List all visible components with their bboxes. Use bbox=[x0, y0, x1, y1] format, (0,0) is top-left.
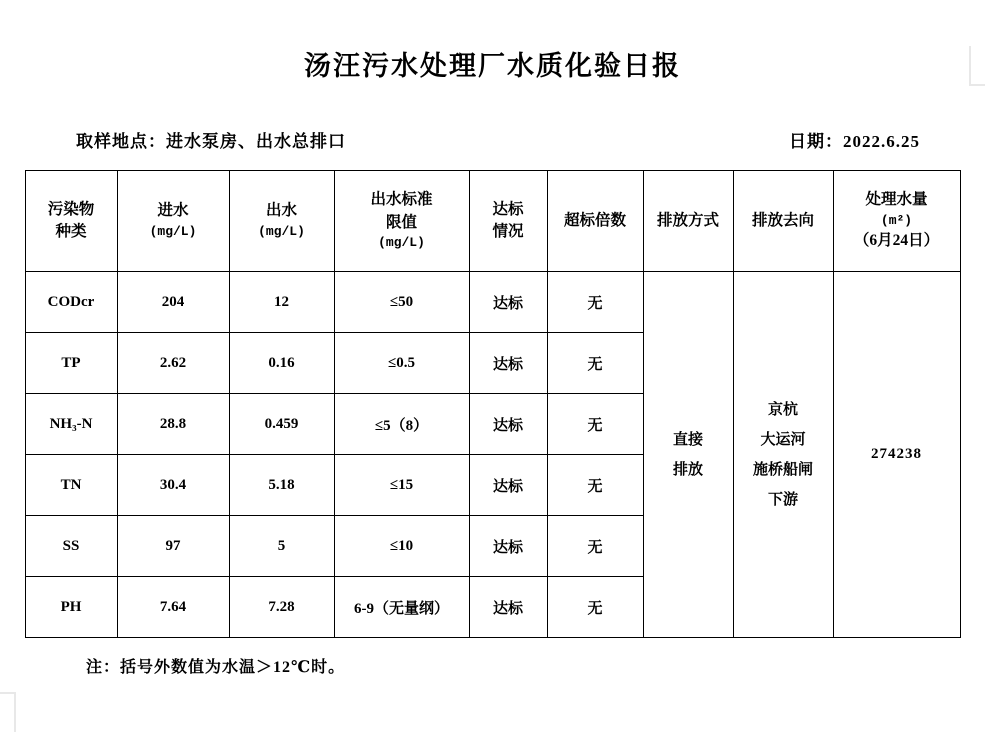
cell-influent: 2.62 bbox=[117, 333, 229, 394]
discharge-destination-line3: 施桥船闸 bbox=[752, 461, 813, 478]
cell-effluent: 12 bbox=[229, 272, 334, 333]
column-header-influent bbox=[117, 171, 229, 272]
cell-exceed: 无 bbox=[547, 333, 643, 394]
column-header-standard-unit: (mg/L) bbox=[378, 235, 425, 251]
cell-influent: 97 bbox=[117, 516, 229, 577]
table-row bbox=[25, 272, 960, 333]
cell-discharge-method bbox=[643, 272, 733, 638]
cell-standard: ≤10 bbox=[334, 516, 469, 577]
cell-effluent: 5.18 bbox=[229, 455, 334, 516]
report-date-label: 日期：2022.6.25 bbox=[789, 132, 920, 151]
column-header-compliance-line2: 情况 bbox=[492, 223, 524, 240]
cell-standard: ≤0.5 bbox=[334, 333, 469, 394]
column-header-pollutant-line1: 污染物 bbox=[47, 200, 95, 218]
cell-compliance: 达标 bbox=[469, 394, 547, 455]
column-header-standard-line2: 限值 bbox=[385, 213, 417, 231]
cell-compliance: 达标 bbox=[469, 577, 547, 638]
cell-pollutant: TP bbox=[25, 333, 117, 394]
column-header-effluent-unit: (mg/L) bbox=[258, 223, 305, 239]
page-title: 汤汪污水处理厂水质化验日报 bbox=[304, 51, 681, 81]
scan-corner-mark-top-right-horizontal bbox=[969, 84, 985, 86]
cell-discharge-destination bbox=[733, 272, 833, 638]
cell-standard: ≤5（8） bbox=[334, 394, 469, 455]
document-meta bbox=[76, 127, 925, 152]
column-header-compliance bbox=[469, 171, 547, 272]
cell-effluent: 0.459 bbox=[229, 394, 334, 455]
discharge-method-line1: 直接 bbox=[672, 431, 703, 448]
cell-exceed: 无 bbox=[547, 455, 643, 516]
cell-compliance: 达标 bbox=[469, 455, 547, 516]
column-header-discharge-method: 排放方式 bbox=[643, 171, 733, 272]
cell-exceed: 无 bbox=[547, 516, 643, 577]
discharge-destination-line4: 下游 bbox=[767, 491, 798, 508]
cell-standard: 6-9（无量纲） bbox=[334, 577, 469, 638]
cell-standard: ≤15 bbox=[334, 455, 469, 516]
cell-influent: 204 bbox=[117, 272, 229, 333]
column-header-effluent-line1: 出水 bbox=[265, 202, 297, 220]
scan-corner-mark-top-right-vertical bbox=[969, 46, 971, 86]
sampling-location-label: 取样地点：进水泵房、出水总排口 bbox=[76, 132, 346, 151]
cell-influent: 30.4 bbox=[117, 455, 229, 516]
column-header-treated-volume bbox=[833, 171, 960, 272]
discharge-method-line2: 排放 bbox=[672, 461, 703, 478]
column-header-discharge-destination: 排放去向 bbox=[733, 171, 833, 272]
cell-effluent: 7.28 bbox=[229, 577, 334, 638]
column-header-effluent bbox=[229, 171, 334, 272]
cell-pollutant: PH bbox=[25, 577, 117, 638]
column-header-volume-unit: (m²) bbox=[880, 212, 913, 228]
cell-exceed: 无 bbox=[547, 394, 643, 455]
document-page bbox=[0, 44, 985, 734]
cell-compliance: 达标 bbox=[469, 333, 547, 394]
discharge-destination-line2: 大运河 bbox=[760, 431, 806, 448]
water-quality-table bbox=[25, 170, 961, 638]
cell-effluent: 0.16 bbox=[229, 333, 334, 394]
column-header-volume-line1: 处理水量 bbox=[865, 191, 928, 209]
column-header-exceed-factor: 超标倍数 bbox=[547, 171, 643, 272]
cell-pollutant: NH₃-N bbox=[25, 394, 117, 455]
column-header-compliance-line1: 达标 bbox=[492, 200, 524, 218]
cell-pollutant: SS bbox=[25, 516, 117, 577]
scan-corner-mark-bottom-left-horizontal bbox=[0, 692, 16, 694]
cell-compliance: 达标 bbox=[469, 272, 547, 333]
footnote: 注：括号外数值为水温＞12℃时。 bbox=[86, 659, 346, 676]
discharge-destination-line1: 京杭 bbox=[767, 401, 798, 418]
cell-exceed: 无 bbox=[547, 577, 643, 638]
cell-influent: 28.8 bbox=[117, 394, 229, 455]
cell-compliance: 达标 bbox=[469, 516, 547, 577]
cell-pollutant: CODcr bbox=[25, 272, 117, 333]
column-header-influent-line1: 进水 bbox=[157, 202, 189, 220]
column-header-volume-period: （6月24日） bbox=[853, 232, 940, 250]
table-header-row bbox=[25, 171, 960, 272]
column-header-standard-line1: 出水标准 bbox=[370, 191, 433, 209]
column-header-influent-unit: (mg/L) bbox=[149, 223, 197, 239]
cell-influent: 7.64 bbox=[117, 577, 229, 638]
cell-effluent: 5 bbox=[229, 516, 334, 577]
scan-corner-mark-bottom-left-vertical bbox=[14, 692, 16, 732]
cell-treated-volume: 274238 bbox=[833, 272, 960, 638]
cell-exceed: 无 bbox=[547, 272, 643, 333]
cell-standard: ≤50 bbox=[334, 272, 469, 333]
column-header-standard-limit bbox=[334, 171, 469, 272]
column-header-pollutant bbox=[25, 171, 117, 272]
cell-pollutant: TN bbox=[25, 455, 117, 516]
column-header-pollutant-line2: 种类 bbox=[55, 223, 87, 240]
